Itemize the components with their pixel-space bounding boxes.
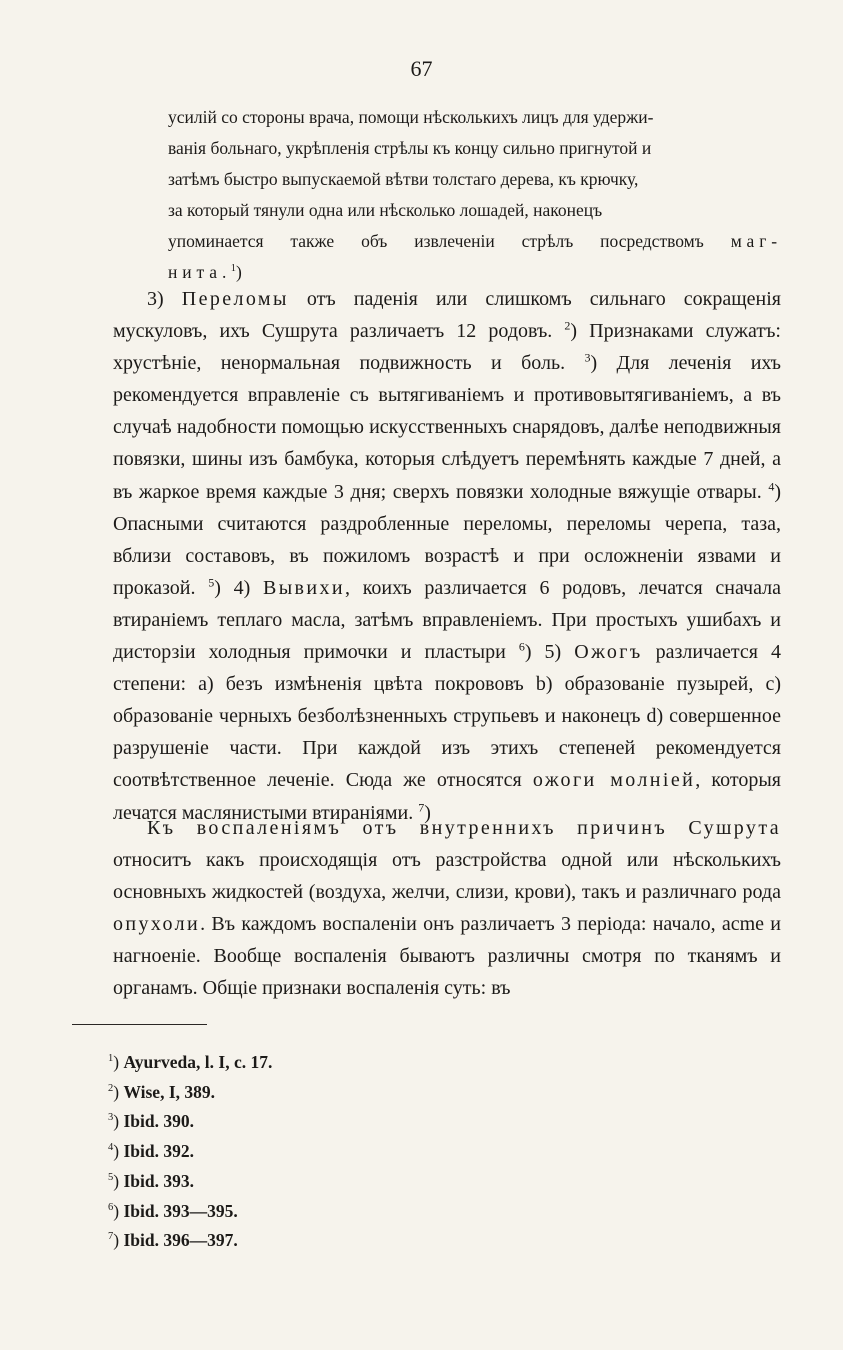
footnote-text: Ayurveda, l. I, c. 17. [123, 1052, 273, 1072]
text-span: ) 5) [524, 641, 575, 664]
footnote-ref[interactable]: 4 [768, 478, 775, 493]
text-span: ) [235, 262, 242, 282]
footnote-marker: 1 [108, 1053, 114, 1065]
term-vyvikhi: Вывихи [262, 576, 345, 599]
paragraph-inflammations [113, 812, 781, 1005]
footnote-ref[interactable]: 7 [418, 799, 425, 814]
footnote-item: $^7$) Ibid. 396—397. [108, 1230, 238, 1251]
footnote-text: Ibid. 390. [123, 1111, 194, 1132]
term-perelomy: Переломы [181, 288, 289, 310]
text-line: затѣмъ быстро выпускаемой вѣтви толстаго дерева, къ крючку, [168, 169, 639, 189]
footnote-ref[interactable]: 2 [564, 318, 571, 333]
text-span: , коихъ различается 6 родовъ, лечатся сначала втираніемъ теплаго масла, затѣмъ вправленіемъ. При простыхъ ушибахъ и дисторзіи холодныя примочки и пластыри [113, 576, 781, 664]
footnote-ref[interactable]: 6 [518, 639, 525, 654]
footnote-item: $^2$) Wise, I, 389. [108, 1081, 216, 1102]
footnote-marker: 6 [108, 1201, 114, 1213]
text-span: относитъ какъ происходящія отъ разстройства одной или нѣсколькихъ основныхъ жидкостей (воздуха, желчи, слизи, крови), такъ и различнаго рода [113, 849, 781, 904]
footnote-text: Ibid. 396—397. [123, 1230, 238, 1251]
footnotes-list [108, 1048, 272, 1256]
text-span: . [221, 262, 227, 282]
text-line: за который тянули одна или нѣсколько лошадей, наконецъ [168, 200, 603, 220]
text-span: различается 4 степени: а) безъ измѣненія цвѣта покрововъ b) образованіе пузырей, c) образованіе черныхъ безболѣзненныхъ струпьевъ и наконецъ d) совершенное разрушеніе части. При каждой изъ этихъ степеней рекомендуется соотвѣтственное леченіе. Сюда же относятся [113, 641, 781, 792]
footnote-marker: 3 [108, 1112, 114, 1124]
text-span: ) [424, 801, 431, 824]
paragraph-fractures [113, 283, 781, 829]
term-ozhogi-molniei: ожоги молніей [532, 769, 696, 792]
footnote-ref[interactable]: 3 [584, 350, 591, 365]
text-span: . Въ каждомъ воспаленіи онъ различаетъ 3 періода: начало, acme и нагноеніе. Вообще воспаленія бываютъ различны смотря по тканямъ и органамъ. Общіе признаки воспаленія суть: въ [113, 913, 781, 1000]
footnote-item: $^4$) Ibid. 392. [108, 1141, 194, 1162]
footnote-marker: 4 [108, 1142, 114, 1154]
spaced-word: нита [168, 262, 222, 282]
term-opukholi: опухоли [113, 913, 201, 936]
text-span: отъ паденія или слишкомъ сильнаго сокращенія мускуловъ, ихъ Сушрута различаетъ 12 родовъ. [113, 288, 781, 343]
text-line: усилій со стороны врача, помощи нѣсколькихъ лицъ для удержи- [168, 107, 654, 127]
text-span: ) 4) [214, 576, 263, 599]
footnote-ref[interactable]: 5 [208, 575, 215, 590]
text-span: ) Для леченія ихъ рекомендуется вправленіе съ вытягиваніемъ и противовытягиваніемъ, а въ случаѣ надобности помощью искусственныхъ снарядовъ, далѣе неподвижныя повязки, шины изъ бамбука, которыя слѣдуетъ перемѣнять каждые 7 дней, а въ жаркое время каждые 3 дня; сверхъ повязки холодные вяжущіе отвары. [113, 352, 781, 503]
footnote-item: $^3$) Ibid. 390. [108, 1111, 194, 1132]
term-ozhog: Ожогъ [574, 641, 643, 664]
text-line [168, 226, 782, 257]
text-line: ванія больнаго, укрѣпленія стрѣлы къ концу сильно пригнутой и [168, 138, 652, 158]
text-span: ) Признаками служатъ: хрустѣніе, ненормальная подвижность и боль. [113, 320, 781, 375]
footnote-item: $^5$) Ibid. 393. [108, 1170, 194, 1191]
text-span: ) Опасными считаются раздробленные переломы, переломы черепа, таза, вблизи составовъ, въ пожиломъ возрастѣ и при осложненіи язвами и проказой. [113, 480, 781, 599]
footnote-marker: 7 [108, 1231, 114, 1243]
footnote-marker: 2 [108, 1082, 114, 1094]
footnote-text: Ibid. 393. [123, 1170, 194, 1191]
text-span: 3) [147, 288, 182, 310]
footnote-text: Ibid. 392. [123, 1141, 194, 1162]
continuation-text [168, 102, 782, 288]
footnote-item: $^1$) Ayurveda, l. I, c. 17. [108, 1052, 273, 1072]
footnote-marker: 5 [108, 1171, 114, 1183]
spaced-word: маг- [730, 231, 783, 251]
text-span: , которыя лечатся маслянистыми втираніями. [113, 769, 781, 824]
term-vospaleniyam: Къ воспаленіямъ отъ внутреннихъ причинъ Сушрута [147, 817, 781, 839]
footnote-text: Ibid. 393—395. [123, 1200, 238, 1221]
footnote-text: Wise, I, 389. [123, 1081, 216, 1102]
text-span: упоминается также объ извлеченіи стрѣлъ посредствомъ [168, 231, 704, 251]
footnote-ref[interactable]: 1 [230, 263, 236, 275]
footnote-divider [72, 1024, 207, 1025]
footnote-item: $^6$) Ibid. 393—395. [108, 1200, 238, 1221]
page-number: 67 [410, 56, 433, 81]
